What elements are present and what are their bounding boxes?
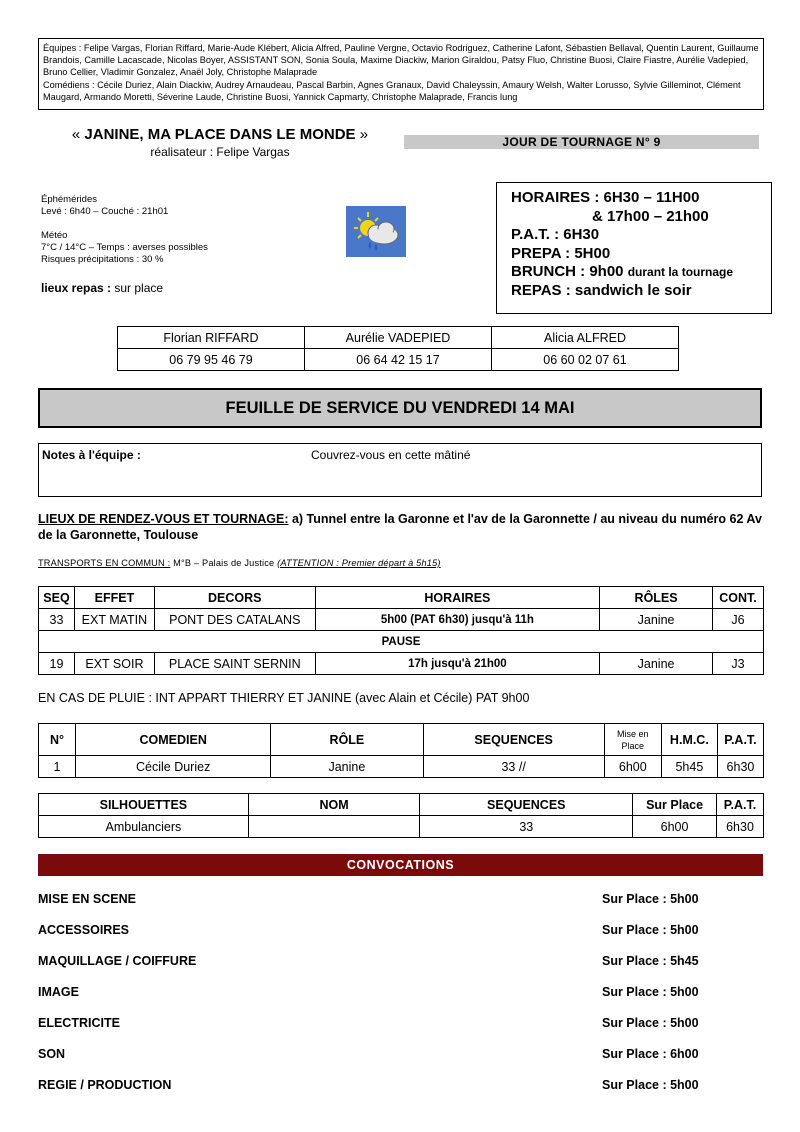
- cell: 17h jusqu'à 21h00: [315, 653, 600, 675]
- lieux-repas-label: lieux repas :: [41, 281, 112, 295]
- crew-list-box: [38, 38, 764, 110]
- convocation-time: Sur Place : 5h45: [602, 954, 699, 968]
- horaires-line2: & 17h00 – 21h00: [592, 207, 709, 225]
- cell: J6: [713, 609, 764, 631]
- col-header: P.A.T.: [717, 794, 764, 816]
- convocation-time: Sur Place : 5h00: [602, 923, 699, 937]
- convocation-dept: IMAGE: [38, 985, 79, 999]
- contact-name: Alicia ALFRED: [492, 327, 679, 349]
- lieux-repas-value: sur place: [114, 281, 164, 295]
- col-header: SEQUENCES: [423, 724, 604, 756]
- notes-text: Couvrez-vous en cette mâtiné: [311, 448, 471, 462]
- film-title: [40, 126, 400, 143]
- sun-times: Levé : 6h40 – Couché : 21h01: [41, 206, 169, 217]
- lieux-rendez-vous: [38, 511, 763, 543]
- crew-equipes: Équipes : Felipe Vargas, Florian Riffard, Marie-Aude Klébert, Alicia Alfred, Pauline Vergne, Octavio Rodriguez, Catherine Lafont, Sébastien Bellaval, Quentin Laurent, Guillaume Brandois, Camille Lacascade, Nicolas Boyer, ASSISTANT SON, Sonia Soula, Maxime Diackiw, Marion Giraldou, Patsy Fluo, Christine Buosi, Claire Fiastre, Aurélie Vadepied, Bruno Cellier, Vladimir Gonzalez, Anaël Joly, Christophe Malaprade: [43, 43, 759, 78]
- cell: Cécile Duriez: [76, 756, 271, 778]
- quote-open: «: [71, 126, 81, 143]
- cell: Janine: [271, 756, 423, 778]
- meteo-risques: Risques précipitations : 30 %: [41, 254, 164, 265]
- col-header: CONT.: [713, 587, 764, 609]
- col-header: SILHOUETTES: [39, 794, 249, 816]
- convocation-item: [38, 1016, 763, 1032]
- convocation-dept: ACCESSOIRES: [38, 923, 129, 937]
- silhouettes-table: [38, 793, 764, 838]
- cell: 6h00: [604, 756, 661, 778]
- convocation-item: [38, 1078, 763, 1094]
- convocation-item: [38, 954, 763, 970]
- table-row: [39, 816, 764, 838]
- cell: 6h00: [633, 816, 717, 838]
- convocation-time: Sur Place : 5h00: [602, 1078, 699, 1092]
- cell: J3: [713, 653, 764, 675]
- convocation-dept: MISE EN SCENE: [38, 892, 136, 906]
- cast-header-row: [39, 724, 764, 756]
- cell: EXT SOIR: [74, 653, 154, 675]
- horaires-line1: HORAIRES : 6H30 – 11H00: [511, 189, 700, 206]
- cell: 6h30: [717, 816, 764, 838]
- convocation-item: [38, 892, 763, 908]
- table-row: [39, 653, 764, 675]
- cell: Ambulanciers: [39, 816, 249, 838]
- contact-phone: 06 79 95 46 79: [118, 349, 305, 371]
- notes-box: [38, 443, 762, 497]
- cell: Janine: [600, 609, 713, 631]
- col-header: SEQUENCES: [420, 794, 633, 816]
- pause-cell: PAUSE: [39, 631, 764, 653]
- transports-attention: (ATTENTION : Premier départ à 5h15): [277, 558, 441, 568]
- cell: 19: [39, 653, 75, 675]
- col-header: P.A.T.: [717, 724, 763, 756]
- col-header: EFFET: [74, 587, 154, 609]
- col-header: DECORS: [154, 587, 315, 609]
- convocation-item: [38, 1047, 763, 1063]
- pause-row: [39, 631, 764, 653]
- convocation-dept: ELECTRICITE: [38, 1016, 120, 1030]
- contact-phone: 06 64 42 15 17: [305, 349, 492, 371]
- convocations-header: CONVOCATIONS: [38, 854, 763, 876]
- contacts-table: [117, 326, 679, 371]
- director: réalisateur : Felipe Vargas: [150, 145, 290, 159]
- col-header: Mise en Place: [604, 724, 661, 756]
- cell: PLACE SAINT SERNIN: [154, 653, 315, 675]
- contact-name: Aurélie VADEPIED: [305, 327, 492, 349]
- cell: 33: [39, 609, 75, 631]
- convocation-item: [38, 985, 763, 1001]
- col-header: HORAIRES: [315, 587, 600, 609]
- col-header: NOM: [248, 794, 420, 816]
- shooting-day-label: JOUR DE TOURNAGE N° 9: [404, 135, 759, 149]
- scenes-table: [38, 586, 764, 675]
- col-header: N°: [39, 724, 76, 756]
- meteo-label: Météo: [41, 230, 68, 241]
- horaires-box: [496, 182, 772, 314]
- cell: 5h45: [661, 756, 717, 778]
- horaires-brunch: [511, 263, 771, 282]
- contact-phone: 06 60 02 07 61: [492, 349, 679, 371]
- col-header: H.M.C.: [661, 724, 717, 756]
- convocation-time: Sur Place : 6h00: [602, 1047, 699, 1061]
- horaires-pat: P.A.T. : 6H30: [511, 226, 600, 244]
- cell: 6h30: [717, 756, 763, 778]
- ephemerides-block: [41, 194, 208, 266]
- service-sheet-banner: FEUILLE DE SERVICE DU VENDREDI 14 MAI: [38, 388, 762, 428]
- meteo-temps: 7°C / 14°C – Temps : averses possibles: [41, 242, 208, 253]
- horaires-repas: REPAS : sandwich le soir: [511, 281, 692, 299]
- transports-line: [38, 558, 441, 568]
- col-header: Sur Place: [633, 794, 717, 816]
- convocation-time: Sur Place : 5h00: [602, 892, 699, 906]
- col-header: SEQ: [39, 587, 75, 609]
- contacts-phones-row: [118, 349, 679, 371]
- convocation-dept: SON: [38, 1047, 66, 1061]
- contact-name: Florian RIFFARD: [118, 327, 305, 349]
- sun-cloud-rain-icon: [346, 206, 406, 257]
- cell: EXT MATIN: [74, 609, 154, 631]
- cell: Janine: [600, 653, 713, 675]
- film-title-text: JANINE, MA PLACE DANS LE MONDE: [84, 126, 356, 143]
- crew-comediens: Comédiens : Cécile Duriez, Alain Diackiw, Audrey Arnaudeau, Pascal Barbin, Agnes Granaux, David Chaleyssin, Amaury Welsh, Walter Lorusso, Sylvie Gilleminot, Clément Maugard, Armando Moretti, Séverine Laude, Christine Buosi, Yannick Capmarty, Christophe Malaprade, Francis lung: [43, 79, 741, 102]
- col-header: RÔLES: [600, 587, 713, 609]
- convocation-time: Sur Place : 5h00: [602, 985, 699, 999]
- ephemerides-label: Éphémérides: [41, 194, 97, 205]
- lieux-label: LIEUX DE RENDEZ-VOUS ET TOURNAGE:: [38, 512, 289, 526]
- horaires-prepa: PREPA : 5H00: [511, 244, 611, 262]
- cell: 1: [39, 756, 76, 778]
- cell: 33: [420, 816, 633, 838]
- cell: PONT DES CATALANS: [154, 609, 315, 631]
- brunch-time: BRUNCH : 9h00: [511, 263, 624, 281]
- silhouettes-header-row: [39, 794, 764, 816]
- convocation-time: Sur Place : 5h00: [602, 1016, 699, 1030]
- lieux-repas: [41, 281, 163, 295]
- scenes-header-row: [39, 587, 764, 609]
- cell: [248, 816, 420, 838]
- cast-table: [38, 723, 764, 778]
- col-header: COMEDIEN: [76, 724, 271, 756]
- table-row: [39, 756, 764, 778]
- convocation-item: [38, 923, 763, 939]
- cell: 33 //: [423, 756, 604, 778]
- lieux-text: a) Tunnel entre la Garonne et l'av de la Garonnette / au niveau du numéro 62 Av de la Garonnette, Toulouse: [38, 512, 762, 542]
- brunch-note: durant la tournage: [627, 265, 734, 280]
- spacer: [41, 218, 208, 230]
- convocation-dept: REGIE / PRODUCTION: [38, 1078, 172, 1092]
- contacts-names-row: [118, 327, 679, 349]
- convocation-dept: MAQUILLAGE / COIFFURE: [38, 954, 197, 968]
- rain-plan: EN CAS DE PLUIE : INT APPART THIERRY ET JANINE (avec Alain et Cécile) PAT 9h00: [38, 691, 530, 705]
- col-header: RÔLE: [271, 724, 423, 756]
- quote-close: »: [359, 126, 369, 143]
- notes-label: Notes à l'équipe :: [42, 448, 141, 462]
- table-row: [39, 609, 764, 631]
- transports-label: TRANSPORTS EN COMMUN :: [38, 558, 171, 568]
- transports-text: M°B – Palais de Justice: [173, 558, 275, 568]
- cell: 5h00 (PAT 6h30) jusqu'à 11h: [315, 609, 600, 631]
